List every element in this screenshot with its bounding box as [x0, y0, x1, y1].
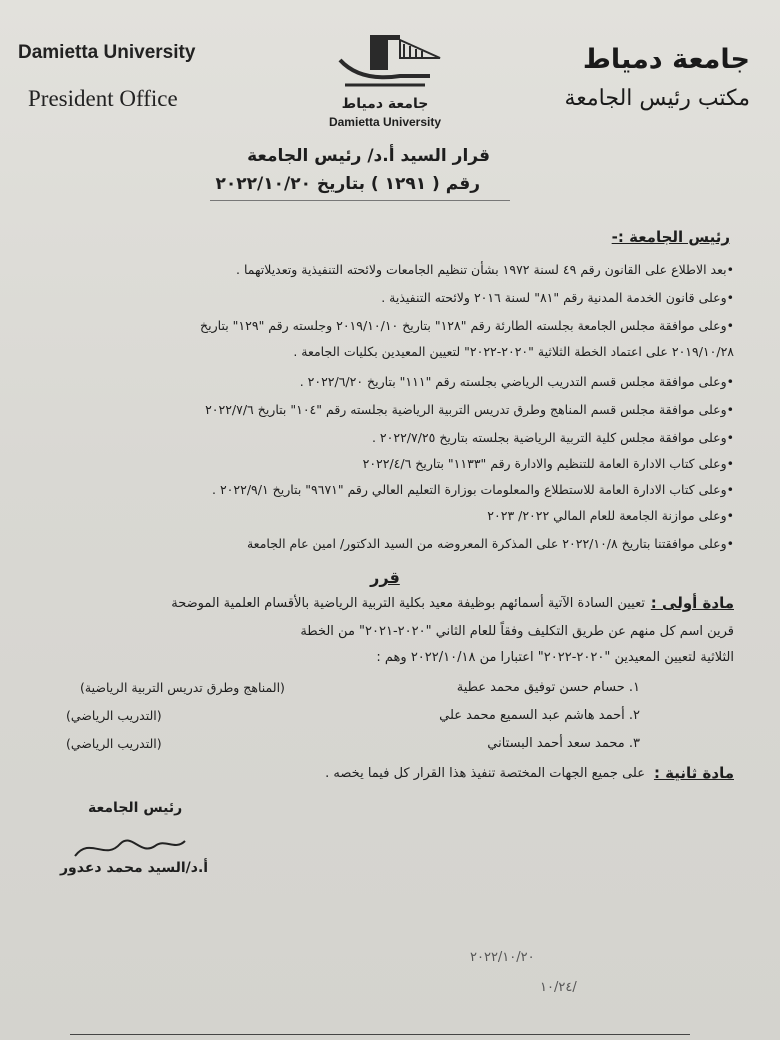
- recital-line: •وعلى موافقتنا بتاريخ ٢٠٢٢/١٠/٨ على المذكرة المعروضه من السيد الدكتور/ امين عام الجامعة: [246, 536, 734, 551]
- article-one-line: الثلاثية لتعيين المعيدين "٢٠٢٠-٢٠٢٢" اعتبارا من ٢٠٢٢/١٠/١٨ وهم :: [376, 650, 734, 665]
- article-two-text: على جميع الجهات المختصة تنفيذ هذا القرار كل فيما يخصه .: [325, 766, 645, 781]
- handwritten-note: ٢٠٢٢/١٠/٢٠: [470, 950, 535, 965]
- decision-number-date: رقم ( ١٢٩١ ) بتاريخ ٢٠٢٢/١٠/٢٠: [215, 174, 480, 194]
- recital-line: •وعلى كتاب الادارة العامة للتنظيم والادارة رقم "١١٣٣" بتاريخ ٢٠٢٢/٤/٦: [362, 456, 734, 471]
- appointee-department: (المناهج وطرق تدريس التربية الرياضية): [80, 680, 285, 695]
- article-one-line: قرين اسم كل منهم عن طريق التكليف وفقاً للعام الثاني "٢٠٢٠-٢٠٢١" من الخطة: [300, 624, 734, 639]
- article-two-label: مادة ثانية :: [653, 764, 734, 782]
- recital-line: •بعد الاطلاع على القانون رقم ٤٩ لسنة ١٩٧٢ بشأن تنظيم الجامعات ولائحته التنفيذية وتعديلاتهما .: [236, 262, 734, 277]
- article-one-label: مادة أولى :: [650, 594, 734, 612]
- english-university-name: Damietta University: [18, 42, 196, 63]
- appointee-name: ١. حسام حسن توفيق محمد عطية: [456, 680, 640, 695]
- arabic-office-name: مكتب رئيس الجامعة: [564, 86, 750, 111]
- recital-line: •وعلى موافقة مجلس قسم التدريب الرياضي بجلسته رقم "١١١" بتاريخ ٢٠٢٢/٦/٢٠ .: [299, 374, 734, 389]
- article-one-line: تعيين السادة الآتية أسمائهم بوظيفة معيد بكلية التربية الرياضية بالأقسام العلمية الموضحة: [171, 596, 645, 611]
- logo-english-text: Damietta University: [328, 115, 442, 129]
- recital-line: •وعلى موافقة مجلس كلية التربية الرياضية بجلسته بتاريخ ٢٠٢٢/٧/٢٥ .: [371, 430, 734, 445]
- signatory-name: أ.د/السيد محمد دعدور: [60, 860, 209, 876]
- signatory-title: رئيس الجامعة: [88, 800, 183, 816]
- recital-line: •وعلى موازنة الجامعة للعام المالي ٢٠٢٢/ ٢٠٢٣: [487, 508, 734, 523]
- bottom-rule: [70, 1034, 690, 1035]
- english-office-name: President Office: [28, 86, 178, 111]
- decision-title: قرار السيد أ.د/ رئيس الجامعة: [247, 146, 490, 166]
- recital-line: •وعلى موافقة مجلس قسم المناهج وطرق تدريس التربية الرياضية بجلسته رقم "١٠٤" بتاريخ ٢٠٢٢/٧/٦: [205, 402, 734, 417]
- appointee-name: ٢. أحمد هاشم عبد السميع محمد علي: [439, 708, 640, 723]
- recitals-heading: رئيس الجامعة :-: [611, 228, 730, 246]
- recital-line: ٢٠١٩/١٠/٢٨ على اعتماد الخطة الثلاثية "٢٠٢٠-٢٠٢٢" لتعيين المعيدين بكليات الجامعة .: [293, 344, 734, 359]
- title-underline: [210, 200, 510, 201]
- arabic-university-name: جامعة دمياط: [582, 44, 750, 75]
- handwritten-note: ١٠/٢٤/: [540, 980, 577, 995]
- appointee-department: (التدريب الرياضي): [66, 708, 162, 723]
- appointee-department: (التدريب الرياضي): [66, 736, 162, 751]
- recital-line: •وعلى كتاب الادارة العامة للاستطلاع والمعلومات بوزارة التعليم العالي رقم "٩٦٧١" بتاريخ ٢٠٢٢/٩/١ .: [212, 482, 734, 497]
- decided-heading: قرر: [370, 568, 400, 587]
- recital-line: •وعلى موافقة مجلس الجامعة بجلسته الطارئة رقم "١٢٨" بتاريخ ٢٠١٩/١٠/١٠ وجلسته رقم "١٢٩" بتاريخ: [200, 318, 734, 333]
- appointee-name: ٣. محمد سعد أحمد البستاني: [487, 736, 640, 751]
- recital-line: •وعلى قانون الخدمة المدنية رقم "٨١" لسنة ٢٠١٦ ولائحته التنفيذية .: [381, 290, 734, 305]
- logo-arabic-text: جامعة دمياط: [341, 96, 429, 112]
